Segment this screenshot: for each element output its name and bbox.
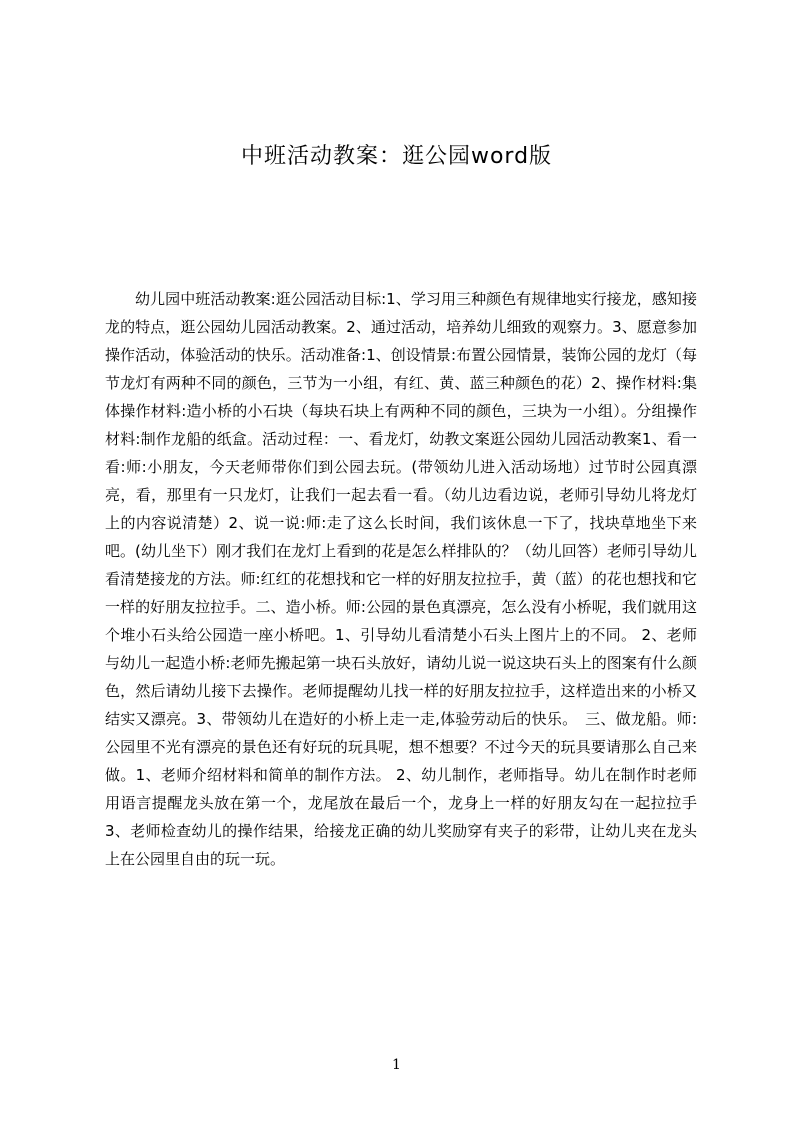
document-body	[105, 285, 697, 885]
page-number: 1	[392, 1057, 401, 1073]
body-paragraph: 幼儿园中班活动教案:逛公园活动目标:1、学习用三种颜色有规律地实行接龙，感知接龙的特点，逛公园幼儿园活动教案。2、通过活动，培养幼儿细致的观察力。3、愿意参加操作活动，体验活动的快乐。活动准备:1、创设情景:布置公园情景，装饰公园的龙灯（每节龙灯有两种不同的颜色，三节为一小组，有红、黄、蓝三种颜色的花）2、操作材料:集体操作材料:造小桥的小石块（每块石块上有两种不同的颜色，三块为一小组）。分组操作材料:制作龙船的纸盒。活动过程：一、看龙灯，幼教文案逛公园幼儿园活动教案1、看一看:师:小朋友，今天老师带你们到公园去玩。(带领幼儿进入活动场地）过节时公园真漂亮，看，那里有一只龙灯，让我们一起去看一看。（幼儿边看边说，老师引导幼儿将龙灯上的内容说清楚）2、说一说:师:走了这么长时间，我们该休息一下了，找块草地坐下来吧。(幼儿坐下）刚才我们在龙灯上看到的花是怎么样排队的？（幼儿回答）老师引导幼儿看清楚接龙的方法。师:红红的花想找和它一样的好朋友拉拉手，黄（蓝）的花也想找和它一样的好朋友拉拉手。二、造小桥。师:公园的景色真漂亮，怎么没有小桥呢，我们就用这个堆小石头给公园造一座小桥吧。1、引导幼儿看清楚小石头上图片上的不同。 2、老师与幼儿一起造小桥:老师先搬起第一块石头放好，请幼儿说一说这块石头上的图案有什么颜色，然后请幼儿接下去操作。老师提醒幼儿找一样的好朋友拉拉手，这样造出来的小桥又结实又漂亮。3、带领幼儿在造好的小桥上走一走,体验劳动后的快乐。 三、做龙船。师:公园里不光有漂亮的景色还有好玩的玩具呢，想不想要？不过今天的玩具要请那么自己来做。1、老师介绍材料和简单的制作方法。 2、幼儿制作，老师指导。幼儿在制作时老师用语言提醒龙头放在第一个，龙尾放在最后一个，龙身上一样的好朋友勾在一起拉拉手3、老师检查幼儿的操作结果，给接龙正确的幼儿奖励穿有夹子的彩带，让幼儿夹在龙头上在公园里自由的玩一玩。	[105, 290, 697, 868]
document-title: 中班活动教案：逛公园word版	[240, 144, 553, 169]
